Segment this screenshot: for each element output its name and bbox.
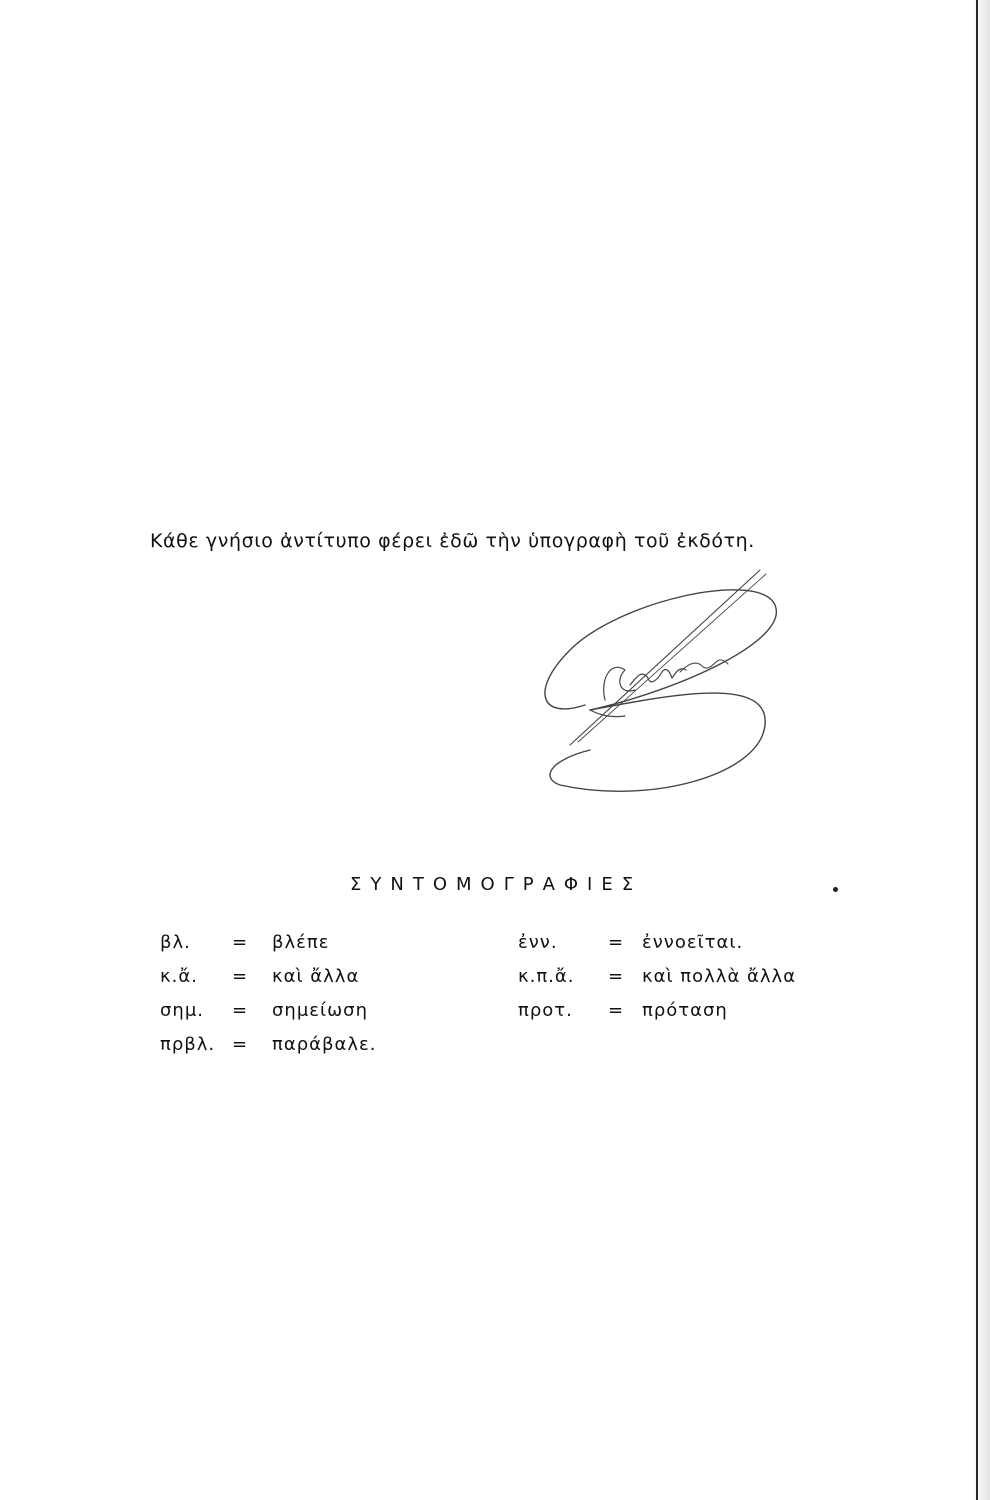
abbreviation-term: ἐνν. [518,932,558,953]
abbreviation-term: κ.ἄ. [160,966,198,987]
equals-sign: = [608,932,625,953]
publisher-signature [530,560,800,820]
equals-sign: = [608,1000,625,1021]
abbreviation-meaning: πρόταση [642,1000,728,1021]
page-edge-shadow [972,0,990,1500]
print-speck [833,887,838,892]
page-edge-rule [976,0,978,1500]
abbreviation-meaning: καὶ πολλὰ ἄλλα [642,966,797,987]
abbreviation-term: προτ. [518,1000,573,1021]
equals-sign: = [232,966,249,987]
equals-sign: = [232,1034,249,1055]
abbreviations-heading: ΣΥΝΤΟΜΟΓΡΑΦΙΕΣ [350,874,643,895]
abbreviation-meaning: σημείωση [272,1000,368,1021]
abbreviation-term: σημ. [160,1000,204,1021]
signature-notice: Κάθε γνήσιο ἀντίτυπο φέρει ἐδῶ τὴν ὑπογραφὴ τοῦ ἐκδότη. [150,530,755,552]
equals-sign: = [232,1000,249,1021]
abbreviation-meaning: βλέπε [272,932,330,953]
abbreviation-meaning: παράβαλε. [272,1034,377,1055]
abbreviation-term: πρβλ. [160,1034,216,1055]
equals-sign: = [608,966,625,987]
abbreviation-term: βλ. [160,932,191,953]
abbreviation-meaning: ἐννοεῖται. [642,932,744,953]
equals-sign: = [232,932,249,953]
abbreviation-meaning: καὶ ἄλλα [272,966,360,987]
abbreviation-term: κ.π.ἄ. [518,966,575,987]
